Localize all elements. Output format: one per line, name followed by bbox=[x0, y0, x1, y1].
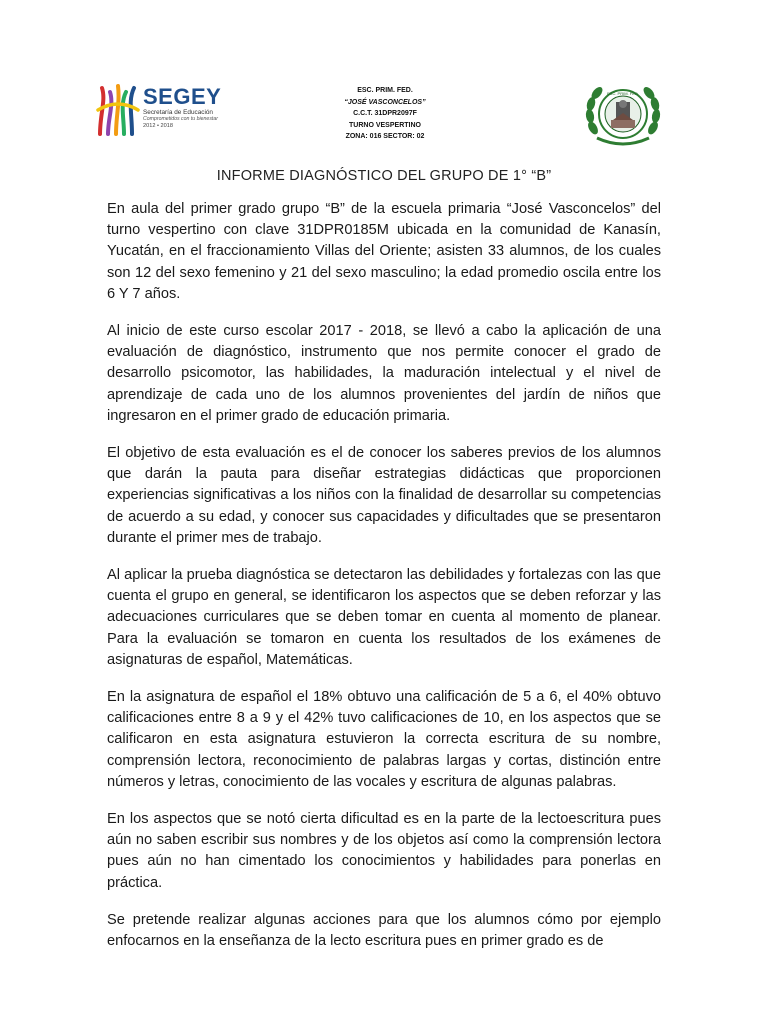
school-cct: C.C.T. 31DPR2097F bbox=[353, 110, 417, 117]
paragraph-difficulties: En los aspectos que se notó cierta dificultad es en la parte de la lectoescritura pues aún no saben escribir sus nombres y de los objetos así como la comprensión lectora pues aún no han cimentado los conocimientos y habilidades para ponerlas en práctica. bbox=[107, 811, 661, 891]
document-body bbox=[107, 199, 661, 968]
school-zone: ZONA: 016 SECTOR: 02 bbox=[345, 133, 425, 140]
paragraph-spanish-results: En la asignatura de español el 18% obtuvo una calificación de 5 a 6, el 40% obtuvo calificaciones entre 8 a 9 y el 42% tuvo calificaciones de 10, en los aspectos que se calificaron en esta asignatura estuvieron la correcta escritura de su nombre, comprensión lectora, reconocimiento de palabras largas y cortas, distinción entre números y letras, conocimiento de las vocales y escritura de algunas palabras. bbox=[107, 689, 661, 790]
segey-logo bbox=[96, 84, 231, 136]
segey-brand: SEGEY bbox=[143, 84, 222, 109]
paragraph-findings: Al aplicar la prueba diagnóstica se detectaron las debilidades y fortalezas con las que cuenta el grupo en general, se identificaron los aspectos que se deben reforzar y las adecuaciones curriculares que se deben tomar en cuenta al momento de planear. Para la evaluación se tomaron en cuenta los resultados de los exámenes de asignaturas de español, Matemáticas. bbox=[107, 567, 661, 668]
school-shift: TURNO VESPERTINO bbox=[349, 121, 421, 129]
segey-subtitle: Secretaría de Educación bbox=[143, 109, 213, 116]
paragraph-evaluation: Al inicio de este curso escolar 2017 - 2018, se llevó a cabo la aplicación de una evaluación de diagnóstico, instrumento que nos permite conocer el grado de desarrollo psicomotor, las habilidades, la maduración intelectual y el nivel de aprendizaje de cada uno de los alumnos provenientes del jardín de niños que ingresaron en el primer grado de educación primaria. bbox=[107, 323, 661, 424]
school-type: ESC. PRIM. FED. bbox=[357, 87, 413, 94]
paragraph-actions: Se pretende realizar algunas acciones para que los alumnos cómo por ejemplo enfocarnos en la enseñanza de la lecto escritura pues en primer grado es de bbox=[107, 911, 661, 950]
segey-years: 2012 • 2018 bbox=[143, 123, 173, 129]
school-emblem-icon bbox=[583, 80, 663, 148]
segey-ribbon-icon bbox=[96, 84, 140, 136]
document-title: INFORME DIAGNÓSTICO DEL GRUPO DE 1° “B” bbox=[216, 168, 552, 184]
paragraph-intro: En aula del primer grado grupo “B” de la escuela primaria “José Vasconcelos” del turno vespertino con clave 31DPR0185M ubicada en la comunidad de Kanasín, Yucatán, en el fraccionamiento Villas del Oriente; asisten 33 alumnos, de los cuales son 12 del sexo femenino y 21 del sexo masculino; la edad promedio oscila entre los 6 Y 7 años. bbox=[107, 201, 661, 302]
paragraph-objective: El objetivo de esta evaluación es el de conocer los saberes previos de los alumnos que darán la pauta para diseñar estrategias didácticas que proporcionen experiencias significativas a los niños con la finalidad de desarrollar su competencias de acuerdo a su edad, y conocer sus capacidades y dificultades que se presentaron durante el primer mes de trabajo. bbox=[107, 445, 661, 546]
svg-text:ESC. PRIM. FED.: ESC. PRIM. FED. bbox=[607, 91, 639, 96]
segey-slogan: Comprometidos con tu bienestar bbox=[143, 116, 218, 122]
school-info bbox=[305, 85, 465, 143]
school-name: “JOSÉ VASCONCELOS” bbox=[344, 98, 426, 106]
